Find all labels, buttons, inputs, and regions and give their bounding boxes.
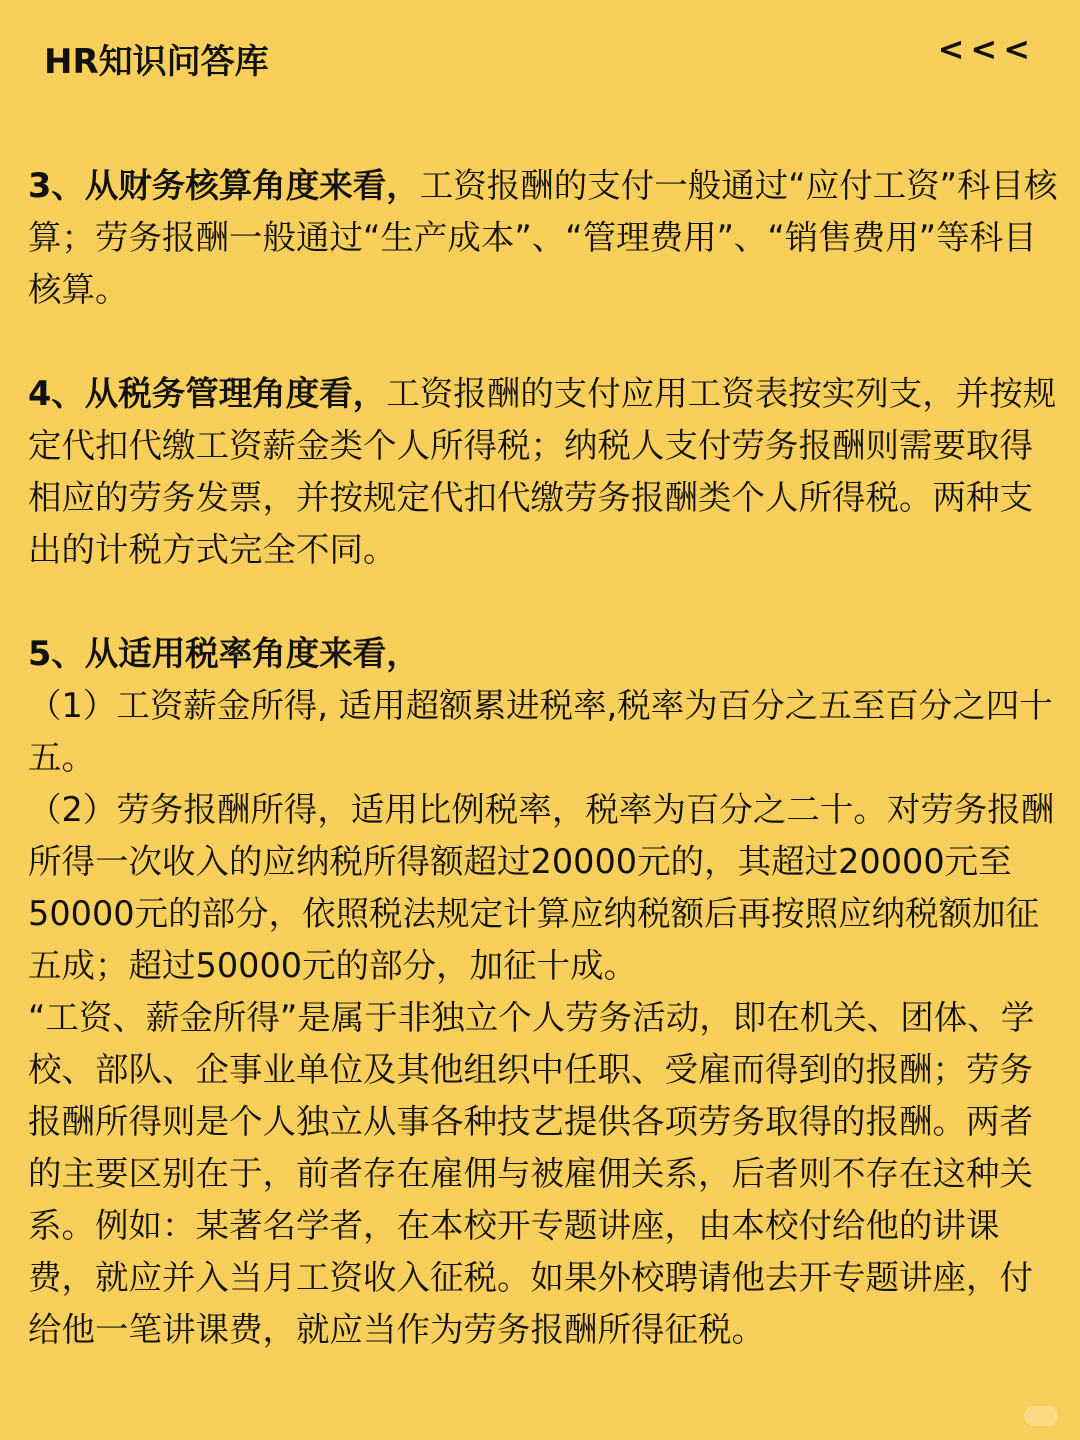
header-bar [0,0,1080,110]
section-paragraph-labor: （2）劳务报酬所得，适用比例税率，税率为百分之二十。对劳务报酬所得一次收入的应纳税所得额超过20000元的，其超过20000元至50000元的部分，依照税法规定计算应纳税额后再按照应纳税额加征五成；超过50000元的部分，加征十成。 [28,790,1055,985]
section-paragraph-salary: （1）工资薪金所得, 适用超额累进税率,税率为百分之五至百分之四十五。 [28,686,1053,777]
watermark-badge [1024,1406,1058,1426]
section-heading: 4、从税务管理角度看， [28,374,387,413]
section-paragraph-difference: “工资、薪金所得”是属于非独立个人劳务活动，即在机关、团体、学校、部队、企事业单位及其他组织中任职、受雇而得到的报酬；劳务报酬所得则是个人独立从事各种技艺提供各项劳务取得的报酬。两者的主要区别在于，前者存在雇佣与被雇佣关系，后者则不存在这种关系。例如：某著名学者，在本校开专题讲座，由本校付给他的讲课费，就应并入当月工资收入征税。如果外校聘请他去开专题讲座，付给他一笔讲课费，就应当作为劳务报酬所得征税。 [28,998,1035,1349]
section-tax-rate [28,628,1058,1356]
section-paragraph [28,368,1058,576]
section-tax-management [28,368,1058,576]
page-title: HR知识问答库 [44,42,269,82]
back-arrows-icon[interactable]: <<< [937,30,1036,68]
section-text: 工资报酬的支付应用工资表按实列支，并按规定代扣代缴工资薪金类个人所得税；纳税人支付劳务报酬则需要取得相应的劳务发票，并按规定代扣代缴劳务报酬类个人所得税。两种支出的计税方式完全不同。 [28,374,1057,569]
section-heading: 5、从适用税率角度来看， [28,634,420,673]
section-paragraph [28,160,1058,316]
article-body [28,160,1058,1408]
section-finance [28,160,1058,316]
section-text: 工资报酬的支付一般通过“应付工资”科目核算；劳务报酬一般通过“生产成本”、“管理费用”、“销售费用”等科目核算。 [28,166,1058,309]
section-heading: 3、从财务核算角度来看， [28,166,420,205]
